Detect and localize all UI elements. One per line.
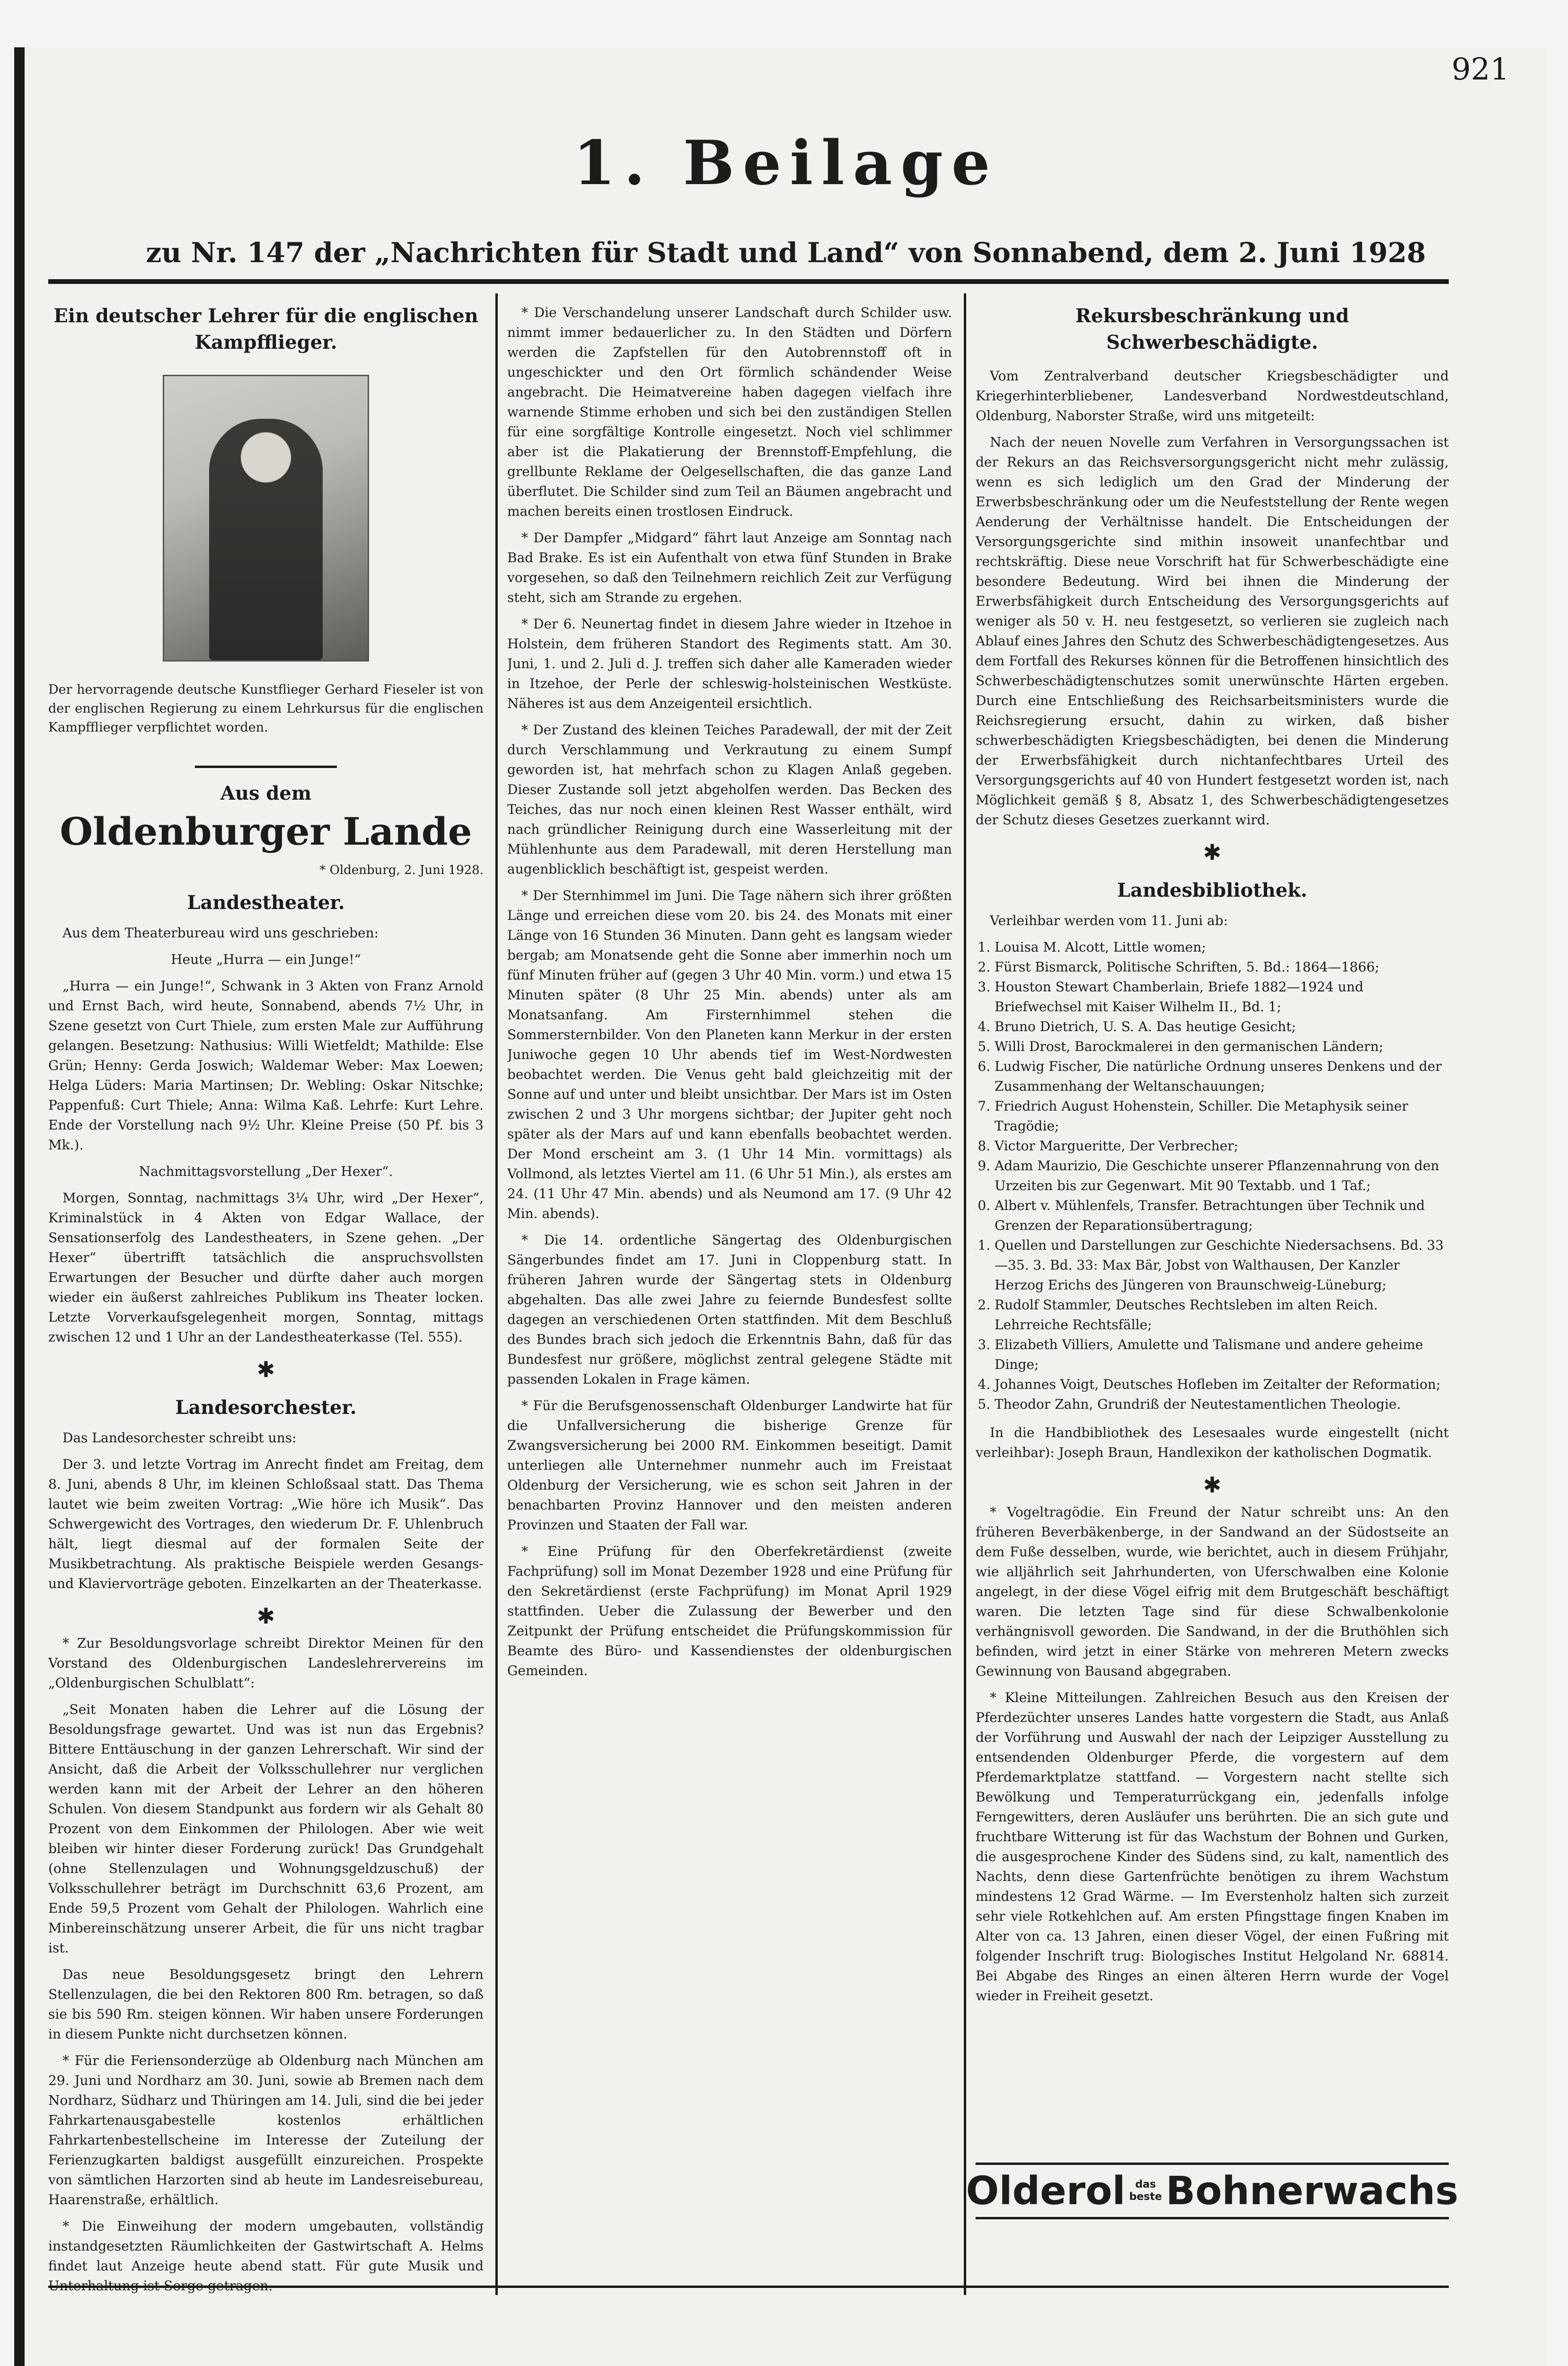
list-item: 1. Louisa M. Alcott, Little women; [995, 937, 1449, 957]
library-title: Landesbibliothek. [1117, 879, 1307, 901]
ad-brand: Olderol [966, 2168, 1126, 2214]
ad-product: Bohnerwachs [1165, 2168, 1459, 2214]
list-item: 10. Albert v. Mühlenfels, Transfer. Betrachtungen über Technik und Grenzen der Reparationsübertragung; [995, 1196, 1449, 1236]
orchestra-title: Landesorchester. [175, 1396, 357, 1419]
ad-tagline: das beste [1129, 2179, 1162, 2203]
supplement-subtitle: zu Nr. 147 der „Nachrichten für Stadt und Land“ von Sonnabend, dem 2. Juni 1928 [146, 237, 1426, 269]
theater-paragraph: „Hurra — ein Junge!“, Schwank in 3 Akten von Franz Arnold und Ernst Bach, wird heute, Sonnabend, abends 7½ Uhr, in Szene gesetzt von Curt Thiele, zum ersten Male zur Aufführung gelangen. Besetzung: Nathusius: Willi Wietfeldt; Mathilde: Else Grün; Henny: Gerda Joswich; Waldemar Weber: Max Loewen; Helga Lüders: Maria Martinsen; Dr. Webling: Oskar Nitschke; Pappenfuß: Curt Thiele; Anna: Wilma Kaß. Lehrfe: Kurt Lehre. Ende der Vorstellung nach 9½ Uhr. Kleine Preise (50 Pf. bis 3 Mk.). [48, 978, 484, 1153]
asterism: ✱ [1203, 839, 1222, 865]
list-item: 12. Rudolf Stammler, Deutsches Rechtsleben im alten Reich. Lehrreiche Rechtsfälle; [995, 1295, 1449, 1335]
rekurs-paragraph: Vom Zentralverband deutscher Kriegsbeschädigter und Kriegerhinterbliebener, Landesverband Nordwestdeutschland, Oldenburg, Naborster Straße, wird uns mitgeteilt: [976, 368, 1449, 424]
dateline: * Oldenburg, 2. Juni 1928. [319, 863, 484, 877]
misc-paragraph: * Vogeltragödie. Ein Freund der Natur schreibt uns: An den früheren Beverbäkenberge, in der Sandwand an der Südostseite an dem Fuße desselben, wurde, wie berichtet, auch in diesem Frühjahr, wie alljährlich seit Jahrhunderten, von Uferschwalben eine Kolonie angelegt, in der diese Vögel eifrig mit dem Brutgeschäft beschäftigt waren. Die letzten Tage sind für diese Schwalbenkolonie verhängnisvoll geworden. Die Sandwand, in der die Bruthöhlen sich befinden, wird jetzt in einer Stärke von mehreren Metern zwecks Gewinnung von Bausand abgegraben. [976, 1504, 1449, 1679]
news-paragraph: * Die 14. ordentliche Sängertag des Oldenburgischen Sängerbundes findet am 17. Juni in Cloppenburg statt. In früheren Jahren wurde der Sängertag stets in Oldenburg abgehalten. Das alle zwei Jahre zu feiernde Bundesfest sollte dagegen an verschiedenen Orten stattfinden. Mit dem Beschluß des Bundes brach sich jedoch die Erkenntnis Bahn, daß für das Bundesfest nur größere, möglichst zentral gelegene Städte mit passenden Lokalen in Frage kämen. [507, 1232, 952, 1387]
orchestra-paragraph: Das Landesorchester schreibt uns: [62, 1430, 297, 1446]
theater-paragraph: Aus dem Theaterbureau wird uns geschrieben: [62, 925, 379, 941]
column-rule-1 [495, 293, 498, 2295]
column-2 [507, 303, 952, 2295]
newspaper-page [14, 47, 1547, 2366]
misc-paragraph: * Kleine Mitteilungen. Zahlreichen Besuch aus den Kreisen der Pferdezüchter unseres Landes hatte vorgestern die Stadt, aus Anlaß der Vorführung und Auswahl der nach der Leipziger Ausstellung zu entsendenden Oldenburger Pferde, die vorgestern auf dem Pferdemarktplatze stattfand. — Vorgestern nacht stellte sich Bewölkung und Temperaturrückgang ein, jedenfalls infolge Ferngewitters, deren Ausläufer uns berührten. Die an sich gute und fruchtbare Witterung ist für das Wachstum der Bohnen und Gurken, die ausgesprochene Kinder des Südens sind, zu kalt, namentlich des Nachts, denn diese Gartenfrüchte benötigen zu ihrem Wachstum mindestens 12 Grad Wärme. — Im Everstenholz halten sich zurzeit sehr viele Rotkehlchen auf. Am ersten Pfingsttage fingen Knaben im Alter von ca. 13 Jahren, einen dieser Vögel, der einen Fußring mit folgender Inschrift trug: Biologisches Institut Helgoland Nr. 68814. Bei Abgabe des Ringes an einen älteren Herrn wurde der Vogel wieder in Freiheit gesetzt. [976, 1690, 1449, 2004]
school-paragraph: * Zur Besoldungsvorlage schreibt Direktor Meinen für den Vorstand des Oldenburgischen Landeslehrervereins im „Oldenburgischen Schulblatt“: [48, 1635, 484, 1691]
news-paragraph: * Für die Berufsgenossenschaft Oldenburger Landwirte hat für die Unfallversicherung die bisherige Grenze für Zwangsversicherung bei 2000 RM. Einkommen beseitigt. Damit unterliegen alle Unternehmer nunmehr auch im Freistaat Oldenburg der Versicherung, wie es schon seit Jahren in der benachbarten Provinz Hannover und den meisten anderen Provinzen und Staaten der Fall war. [507, 1398, 952, 1533]
header-rule [48, 279, 1449, 284]
theater-paragraph: Nachmittagsvorstellung „Der Hexer“. [139, 1164, 393, 1179]
list-item: 4. Bruno Dietrich, U. S. A. Das heutige Gesicht; [995, 1017, 1449, 1037]
page-number: 921 [1451, 52, 1509, 87]
list-item: 6. Ludwig Fischer, Die natürliche Ordnung unseres Denkens und der Zusammenhang der Weltanschauungen; [995, 1057, 1449, 1096]
asterism: ✱ [256, 1357, 275, 1382]
supplement-title: 1. Beilage [573, 128, 999, 199]
photo-fieseler [163, 375, 369, 662]
aus-dem-label: Aus dem [220, 782, 312, 804]
list-item: 3. Houston Stewart Chamberlain, Briefe 1882—1924 und Briefwechsel mit Kaiser Wilhelm II., Bd. 1; [995, 977, 1449, 1017]
news-paragraph: * Der 6. Neunertag findet in diesem Jahre wieder in Itzehoe in Holstein, dem früheren Standort des Regiments statt. Am 30. Juni, 1. und 2. Juli d. J. treffen sich daher alle Kameraden wieder in Itzehoe, der Perle der schleswig-holsteinischen Westküste. Näheres ist aus dem Anzeigenteil ersichtlich. [507, 616, 952, 711]
news-paragraph: * Der Sternhimmel im Juni. Die Tage nähern sich ihrer größten Länge und erreichen diese vom 20. bis 24. des Monats mit einer Länge von 16 Stunden 36 Minuten. Dann geht es langsam wieder bergab; am Monatsende geht die Sonne aber immerhin noch um fünf Minuten früher auf (gegen 3 Uhr 40 Min. vorm.) und etwa 15 Minuten später (8 Uhr 25 Min. abends) unter als am Monatsanfang. Am Firsternhimmel stehen die Sommersternbilder. Von den Planeten kann Merkur in der ersten Juniwoche gegen 10 Uhr abends tief im West-Nordwesten beobachtet werden. Die Venus geht bald gleichzeitig mit der Sonne auf und unter und bleibt unsichtbar. Der Mars ist im Osten zwischen 2 und 3 Uhr morgens sichtbar; der Jupiter geht noch später als der Mars auf und kann ebenfalls beobachtet werden. Der Mond erscheint am 3. (1 Uhr 14 Min. vormittags) als Vollmond, als letztes Viertel am 11. (6 Uhr 51 Min.), als erstes am 24. (11 Uhr 47 Min. abends) und als Neumond am 17. (9 Uhr 42 Min. abends). [507, 888, 952, 1221]
bohnerwachs-advertisement [966, 2163, 1459, 2219]
list-item: 13. Elizabeth Villiers, Amulette und Talismane und andere geheime Dinge; [995, 1335, 1449, 1375]
list-item: 5. Willi Drost, Barockmalerei in den germanischen Ländern; [995, 1037, 1449, 1057]
rekurs-paragraph: Nach der neuen Novelle zum Verfahren in Versorgungssachen ist der Rekurs an das Reichsversorgungsgericht nicht mehr zulässig, wenn es sich lediglich um den Grad der Minderung der Erwerbsbeschränkung oder um die Neufeststellung der Rente wegen Aenderung der Verhältnisse handelt. Die Entscheidungen der Versorgungsgerichte sind mithin insoweit unanfechtbar und rechtskräftig. Diese neue Vorschrift hat für Schwerbeschädigte eine besondere Bedeutung. Wird bei ihnen die Minderung der Erwerbsfähigkeit durch Entscheidung des Versorgungsgerichts auf weniger als 50 v. H. neu festgesetzt, so verlieren sie zugleich nach Ablauf eines Jahres den Schutz des Schwerbeschädigtengesetzes. Aus dem Fortfall des Rekurses können für die Betroffenen hinsichtlich des Schwerbeschädigtenschutzes somit unerwünschte Härten ergeben. Durch eine Entschließung des Reichsarbeitsministers wurde die Reichsregierung ersucht, dahin zu wirken, daß bisher schwerbeschädigten Kriegsbeschädigten, bei denen die Minderung der Erwerbsfähigkeit durch nichtanfechtbares Urteil des Versorgungsgerichts auf 40 von Hundert festgesetzt worden ist, nach Möglichkeit gemäß § 8, Absatz 1, des Schwerbeschädigtengesetzes der Schutz dieses Gesetzes zuerkannt wird. [976, 434, 1449, 828]
section-divider [195, 766, 337, 768]
theater-title: Landestheater. [187, 892, 345, 914]
column-rule-2 [964, 293, 966, 2295]
theater-paragraph: Morgen, Sonntag, nachmittags 3¼ Uhr, wird „Der Hexer“, Kriminalstück in 4 Akten von Edgar Wallace, der Sensationserfolg des Landestheaters, in Szene gehen. „Der Hexer“ übertrifft tatsächlich die anspruchsvollsten Erwartungen der Besucher und dürfte daher auch morgen wieder ein äußerst zahlreiches Publikum ins Theater locken. Letzte Vorverkaufsgelegenheit morgen, Sonntag, mittags zwischen 12 und 1 Uhr an der Landestheaterkasse (Tel. 555). [48, 1190, 484, 1345]
column-3 [976, 303, 1449, 2295]
list-item: 11. Quellen und Darstellungen zur Geschichte Niedersachsens. Bd. 33—35. 3. Bd. 33: Max Bär, Jobst von Walthausen, Der Kanzler Herzog Erichs des Jüngeren von Braunschweig-Lüneburg; [995, 1236, 1449, 1295]
library-list [976, 937, 1449, 1414]
orchestra-paragraph: Der 3. und letzte Vortrag im Anrecht findet am Freitag, dem 8. Juni, abends 8 Uhr, im kleinen Schloßsaal statt. Das Thema lautet wie beim zweiten Vortrag: „Wie höre ich Musik“. Das Schwergewicht des Vortrages, den wiederum Dr. F. Uhlenbruch hält, liegt diesmal auf der formalen Seite der Musikbetrachtung. Als praktische Beispiele werden Gesangs- und Klaviervorträge geboten. Einzelkarten an der Theaterkasse. [48, 1457, 484, 1591]
asterism: ✱ [256, 1603, 275, 1629]
school-paragraph: Das neue Besoldungsgesetz bringt den Lehrern Stellenzulagen, die bei den Rektoren 800 Rm. betragen, so daß sie bis 590 Rm. steigen können. Wir haben unsere Forderungen in diesem Punkte nicht durchsetzen können. [48, 1967, 484, 2042]
list-item: 2. Fürst Bismarck, Politische Schriften, 5. Bd.: 1864—1866; [995, 957, 1449, 977]
photo-caption: Der hervorragende deutsche Kunstflieger Gerhard Fieseler ist von der englischen Regierung zu einem Lehrkursus für die englischen Kampfflieger verpflichtet worden. [48, 682, 484, 735]
school-paragraph: „Seit Monaten haben die Lehrer auf die Lösung der Besoldungsfrage gewartet. Und was ist nun das Ergebnis? Bittere Enttäuschung in der ganzen Lehrerschaft. Wir sind der Ansicht, daß die Arbeit der Volksschullehrer nur verglichen werden kann mit der Arbeit der Lehrer an den höheren Schulen. Von diesem Standpunkt aus fordern wir als Gehalt 80 Prozent von dem Einkommen der Philologen. Aber wie weit bleiben wir hinter dieser Forderung zurück! Das Grundgehalt (ohne Stellenzulagen und Wohnungsgeldzuschuß) der Volksschullehrer beträgt im Durchschnitt 63,6 Prozent, am Ende 59,5 Prozent vom Gehalt der Philologen. Wahrlich eine Minbereinschätzung unserer Arbeit, die für uns nicht tragbar ist. [48, 1702, 484, 1956]
list-item: 15. Theodor Zahn, Grundriß der Neutestamentlichen Theologie. [995, 1395, 1449, 1414]
list-item: 14. Johannes Voigt, Deutsches Hofleben im Zeitalter der Reformation; [995, 1375, 1449, 1395]
news-paragraph: * Eine Prüfung für den Oberfekretärdienst (zweite Fachprüfung) soll im Monat Dezember 1928 und eine Prüfung für den Sekretärdienst (erste Fachprüfung) im Monat April 1929 stattfinden. Ueber die Zulassung der Bewerber und den Zeitpunkt der Prüfung entscheidet die Prüfungskommission für Beamte des Büro- und Kassendienstes der oldenburgischen Gemeinden. [507, 1544, 952, 1678]
news-paragraph: * Der Dampfer „Midgard“ fährt laut Anzeige am Sonntag nach Bad Brake. Es ist ein Aufenthalt von etwa fünf Stunden in Brake vorgesehen, so daß den Teilnehmern reichlich Zeit zur Verfügung steht, sich am Strande zu ergehen. [507, 530, 952, 605]
photo-figure [209, 419, 323, 660]
asterism: ✱ [1203, 1472, 1222, 1498]
rekurs-title: Rekursbeschränkung und Schwerbeschädigte. [1075, 305, 1349, 353]
list-item: 7. Friedrich August Hohenstein, Schiller. Die Metaphysik seiner Tragödie; [995, 1096, 1449, 1136]
list-item: 9. Adam Maurizio, Die Geschichte unserer Pflanzennahrung von den Urzeiten bis zur Gegenwart. Mit 90 Textabb. und 1 Taf.; [995, 1156, 1449, 1196]
news-paragraph: * Die Verschandelung unserer Landschaft durch Schilder usw. nimmt immer bedauerlicher zu. In den Städten und Dörfern werden die Zapfstellen für den Autobrennstoff oft in ungeschickter und den Ort förmlich schändender Weise angebracht. Die Heimatvereine haben dagegen vielfach ihre warnende Stimme erhoben und sich bei den zuständigen Stellen für eine sorgfältige Kontrolle eingesetzt. Noch viel schlimmer aber ist die Plakatierung der Brennstoff-Empfehlung, die grellbunte Reklame der Oelgesellschaften, die das ganze Land überflutet. Die Schilder sind zum Teil an Bäumen angebracht und machen bereits einen trostlosen Eindruck. [507, 305, 952, 519]
column-1 [48, 303, 484, 2295]
footer-rule [48, 2286, 1449, 2288]
school-paragraph: * Die Einweihung der modern umgebauten, vollständig instandgesetzten Räumlichkeiten der Gastwirtschaft A. Helms findet laut Anzeige heute abend statt. Für gute Musik und [48, 2218, 484, 2274]
library-intro: Verleihbar werden vom 11. Juni ab: [990, 913, 1228, 928]
lehrer-headline: Ein deutscher Lehrer für die englischen Kampfflieger. [53, 305, 478, 353]
library-outro: In die Handbibliothek des Lesesaales wurde eingestellt (nicht verleihbar): Joseph Braun, Handlexikon der katholischen Dogmatik. [976, 1425, 1449, 1460]
theater-paragraph: Heute „Hurra — ein Junge!“ [171, 952, 361, 967]
school-paragraph: * Für die Feriensonderzüge ab Oldenburg nach München am 29. Juni und Nordharz am 30. Juni, sowie ab Bremen nach dem Nordharz, Südharz und Thüringen am 14. Juli, sind die bei jeder Fahrkartenausgabestelle kostenlos erhältlichen Fahrkartenbestellscheine im Interesse der Zuteilung der Ferienzugkarten baldigst ausgefüllt einzureichen. Prospekte von sämtlichen Harzorten sind ab heute im Landesreisebureau, Haarenstraße, erhältlich. [48, 2053, 484, 2207]
news-paragraph: * Der Zustand des kleinen Teiches Paradewall, der mit der Zeit durch Verschlammung und Verkrautung zu einem Sumpf geworden ist, hat mehrfach schon zu Klagen Anlaß gegeben. Dieser Zustande soll jetzt abgeholfen werden. Das Becken des Teiches, das nur noch einen kleinen Rest Wasser enthält, wird nach gründlicher Reinigung durch eine Wasserleitung mit der Mühlenhunte aus dem Paradewall, mit deren Herstellung man augenblicklich beschäftigt ist, gespeist werden. [507, 722, 952, 877]
region-heading: Oldenburger Lande [60, 809, 472, 854]
list-item: 8. Victor Margueritte, Der Verbrecher; [995, 1136, 1449, 1156]
